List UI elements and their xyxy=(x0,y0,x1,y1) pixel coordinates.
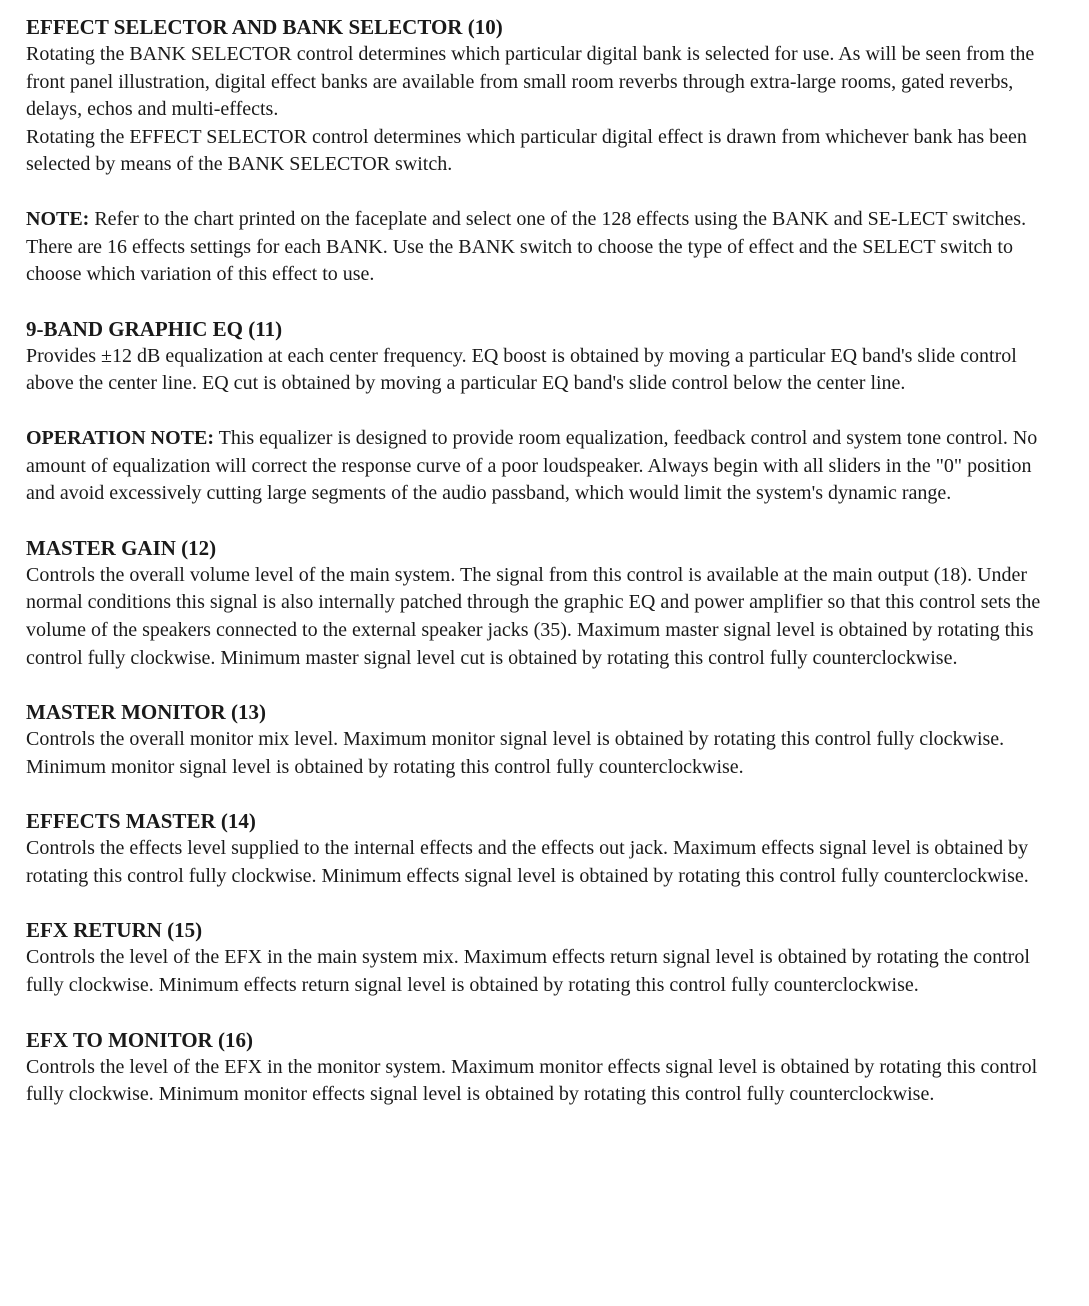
note-label: NOTE: xyxy=(26,207,90,230)
operation-note-label: OPERATION NOTE: xyxy=(26,426,214,449)
operation-note-paragraph xyxy=(26,425,1056,508)
section-paragraph: Controls the level of the EFX in the main system mix. Maximum effects return signal level is obtained by rotating the control fully clockwise. Minimum effects return signal level is obtained by rotating this control fully counterclockwise. xyxy=(26,946,1030,997)
section-heading: EFX RETURN (15) xyxy=(26,918,203,943)
section-heading: MASTER GAIN (12) xyxy=(26,535,217,560)
section-graphic-eq xyxy=(26,316,1066,398)
note-text: Refer to the chart printed on the faceplate and select one of the 128 effects using the BANK and SE-LECT switches. There are 16 effects settings for each BANK. Use the BANK switch to choose the type of effect and the SELECT switch to choose which variation of this effect to use. xyxy=(26,207,1027,286)
section-heading: EFFECT SELECTOR AND BANK SELECTOR (10) xyxy=(26,15,503,39)
section-paragraph: Controls the overall monitor mix level. Maximum monitor signal level is obtained by rotating this control fully clockwise. Minimum monitor signal level is obtained by rotating this control fully counterclockwise. xyxy=(26,728,1005,778)
note-paragraph xyxy=(26,206,1070,289)
section-paragraph: Rotating the EFFECT SELECTOR control determines which particular digital effect is drawn from whichever bank has been selected by means of the BANK SELECTOR switch. xyxy=(26,125,1027,176)
section-efx-return xyxy=(26,917,1070,999)
section-heading: EFX TO MONITOR (16) xyxy=(26,1027,253,1052)
operation-note-block xyxy=(26,425,1056,508)
section-master-monitor xyxy=(26,699,1056,781)
section-master-gain xyxy=(26,535,1070,672)
note-block xyxy=(26,206,1070,289)
section-paragraph: Controls the level of the EFX in the monitor system. Maximum monitor effects signal level is obtained by rotating this control fully clockwise. Minimum monitor effects signal level is obtained by rotating this control fully counterclockwise. xyxy=(26,1055,1038,1106)
section-heading: 9-BAND GRAPHIC EQ (11) xyxy=(26,316,283,341)
section-heading: MASTER MONITOR (13) xyxy=(26,700,266,725)
section-paragraph: Controls the effects level supplied to the internal effects and the effects out jack. Maximum effects signal level is obtained by rotating this control fully clockwise. Minimum effects signal level is obtained by rotating this control fully counterclockwise. xyxy=(26,837,1029,887)
section-heading: EFFECTS MASTER (14) xyxy=(26,809,256,834)
section-effect-bank-selector xyxy=(26,14,1068,179)
section-efx-to-monitor xyxy=(26,1027,1046,1109)
section-paragraph: Rotating the BANK SELECTOR control determines which particular digital bank is selected for use. As will be seen from the front panel illustration, digital effect banks are available from small room reverbs through extra-large rooms, gated reverbs, delays, echos and multi-effects. xyxy=(26,43,1035,121)
operation-note-text: This equalizer is designed to provide room equalization, feedback control and system tone control. No amount of equalization will correct the response curve of a poor loudspeaker. Always begin with all sliders in the "0" position and avoid excessively cutting large segments of the audio passband, which would limit the system's dynamic range. xyxy=(26,426,1038,505)
section-paragraph: Provides ±12 dB equalization at each center frequency. EQ boost is obtained by moving a particular EQ band's slide control above the center line. EQ cut is obtained by moving a particular EQ band's slide control below the center line. xyxy=(26,344,1017,395)
section-effects-master xyxy=(26,808,1070,890)
section-paragraph: Controls the overall volume level of the main system. The signal from this control is available at the main output (18). Under normal conditions this signal is also internally patched through the graphic EQ and power amplifier so that this control sets the volume of the speakers connected to the external speaker jacks (35). Maximum master signal level is obtained by rotating this control fully clockwise. Minimum master signal level cut is obtained by rotating this control fully counterclockwise. xyxy=(26,563,1041,669)
